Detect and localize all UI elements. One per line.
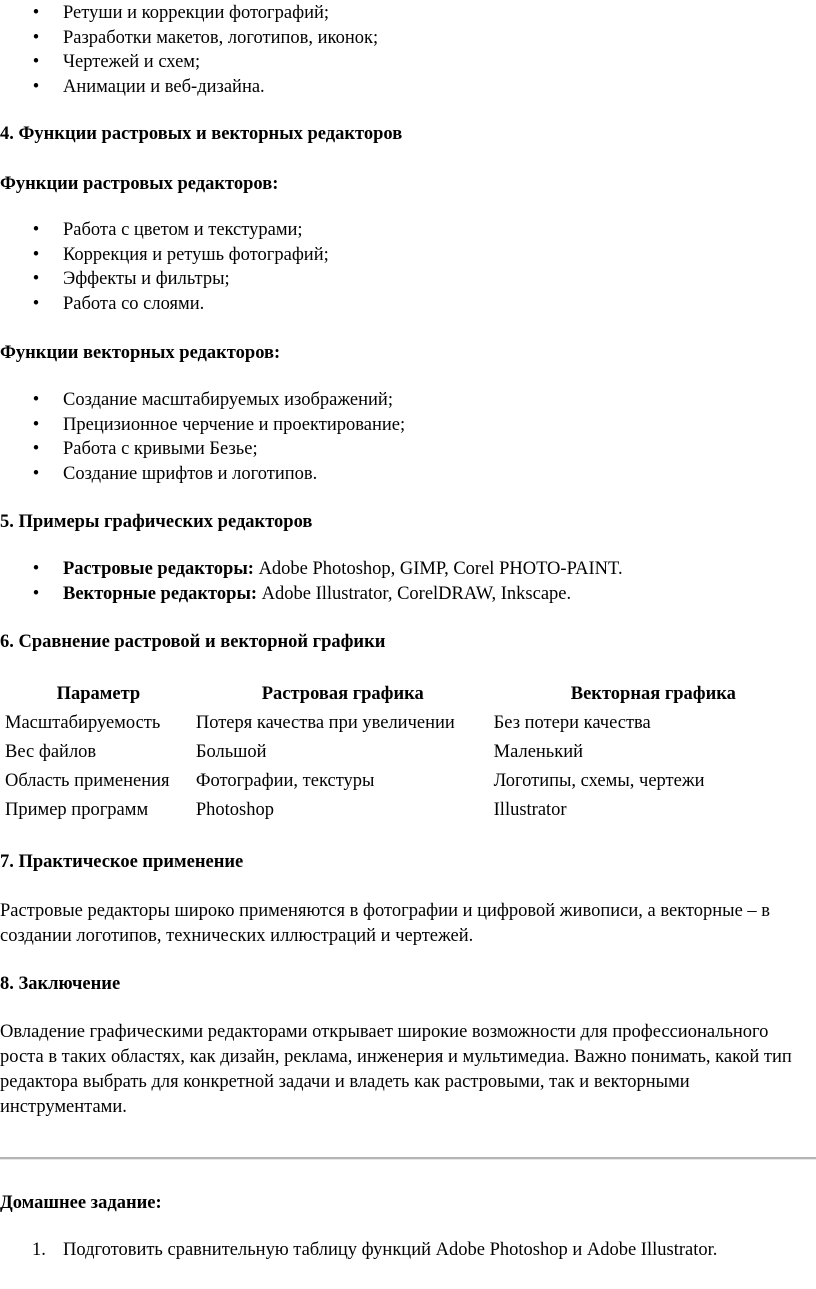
- homework-list: [0, 1238, 816, 1263]
- list-item-number: 1.: [32, 1240, 46, 1260]
- vector-functions-list: [0, 388, 816, 486]
- list-item-text: Коррекция и ретушь фотографий;: [63, 244, 329, 265]
- table-row: [4, 768, 814, 795]
- table-cell: Большой: [195, 742, 267, 763]
- bullet-icon: •: [32, 52, 40, 72]
- section-8-paragraph: Овладение графическими редакторами открывает широкие возможности для профессионального роста в таких областях, как дизайн, реклама, инженерия и мультимедиа. Важно понимать, какой тип редактора выбрать для конкретной задачи и владеть как растровыми, так и векторными инструментами.: [0, 1022, 792, 1117]
- table-header-cell: Растровая графика: [261, 684, 424, 705]
- bullet-icon: •: [32, 76, 40, 97]
- table-cell: Photoshop: [195, 800, 274, 821]
- list-item-text: Ретуши и коррекции фотографий;: [63, 3, 330, 23]
- list-item-text: Adobe Illustrator, CorelDRAW, Inkscape.: [257, 583, 572, 604]
- list-item-text: Подготовить сравнительную таблицу функций Adobe Photoshop и Adobe Illustrator.: [63, 1240, 718, 1260]
- list-item: [0, 267, 816, 292]
- list-item: [0, 1, 816, 26]
- section-6-heading: 6. Сравнение растровой и векторной графики: [0, 632, 386, 652]
- table-cell: Потеря качества при увеличении: [195, 713, 455, 734]
- list-item: [0, 292, 816, 317]
- section-5-heading: 5. Примеры графических редакторов: [0, 512, 313, 532]
- horizontal-divider: [0, 1157, 816, 1160]
- raster-functions-list: [0, 218, 816, 316]
- list-item-text: Работа с кривыми Безье;: [63, 439, 258, 459]
- table-cell: Область применения: [5, 771, 170, 792]
- comparison-table: [2, 679, 816, 826]
- list-item: [0, 437, 816, 462]
- list-item: [0, 243, 816, 268]
- list-item: [0, 75, 816, 100]
- list-item-text: Чертежей и схем;: [63, 52, 201, 72]
- editor-examples-list: [0, 557, 816, 606]
- bullet-icon: •: [32, 293, 40, 314]
- list-item: [0, 462, 816, 487]
- list-item-text: Adobe Photoshop, GIMP, Corel PHOTO-PAINT.: [253, 559, 623, 579]
- section-8-heading: 8. Заключение: [0, 974, 121, 994]
- list-item-text: Работа со слоями.: [63, 293, 205, 314]
- list-item: [0, 582, 816, 607]
- list-item-text: Анимации и веб-дизайна.: [63, 76, 265, 97]
- table-cell: Логотипы, схемы, чертежи: [493, 771, 705, 792]
- list-item-text: Работа с цветом и текстурами;: [63, 220, 303, 240]
- bullet-icon: •: [32, 463, 40, 484]
- list-item-text: Прецизионное черчение и проектирование;: [63, 414, 406, 435]
- bullet-icon: •: [32, 559, 40, 579]
- table-row: [4, 797, 814, 824]
- bullet-icon: •: [32, 244, 40, 265]
- vector-functions-heading: Функции векторных редакторов:: [0, 343, 281, 363]
- bullet-icon: •: [32, 583, 40, 604]
- bullet-icon: •: [32, 27, 40, 48]
- table-row: [4, 710, 814, 737]
- table-header-cell: Векторная графика: [570, 684, 736, 705]
- list-item-text: Создание масштабируемых изображений;: [63, 390, 393, 410]
- section-7-paragraph: Растровые редакторы широко применяются в фотографии и цифровой живописи, а векторные – в создании логотипов, технических иллюстраций и чертежей.: [0, 901, 771, 946]
- table-header-cell: Параметр: [56, 684, 141, 705]
- list-item: [0, 557, 816, 582]
- list-item: [0, 218, 816, 243]
- list-item: [0, 388, 816, 413]
- list-item: [0, 50, 816, 75]
- table-cell: Вес файлов: [5, 742, 97, 763]
- section-7-heading: 7. Практическое применение: [0, 852, 244, 872]
- list-item: [0, 26, 816, 51]
- top-bullet-list: [0, 1, 816, 99]
- table-cell: Фотографии, текстуры: [195, 771, 375, 792]
- list-item-label: Векторные редакторы:: [63, 583, 258, 604]
- table-cell: Illustrator: [493, 800, 567, 821]
- bullet-icon: •: [32, 439, 40, 459]
- raster-functions-heading: Функции растровых редакторов:: [0, 174, 279, 194]
- table-row: [4, 739, 814, 766]
- list-item: [0, 1238, 816, 1263]
- list-item: [0, 413, 816, 438]
- bullet-icon: •: [32, 390, 40, 410]
- bullet-icon: •: [32, 269, 40, 289]
- table-cell: Пример программ: [5, 800, 149, 821]
- bullet-icon: •: [32, 414, 40, 435]
- list-item-label: Растровые редакторы:: [63, 559, 254, 579]
- list-item-text: Создание шрифтов и логотипов.: [63, 463, 318, 484]
- table-cell: Без потери качества: [493, 713, 651, 734]
- table-cell: Маленький: [493, 742, 584, 763]
- table-header-row: [4, 681, 814, 708]
- list-item-text: Разработки макетов, логотипов, иконок;: [63, 27, 379, 48]
- table-cell: Масштабируемость: [5, 713, 161, 734]
- list-item-text: Эффекты и фильтры;: [63, 269, 230, 289]
- bullet-icon: •: [32, 3, 40, 23]
- homework-heading: Домашнее задание:: [0, 1193, 162, 1213]
- section-4-heading: 4. Функции растровых и векторных редакторов: [0, 124, 403, 144]
- bullet-icon: •: [32, 220, 40, 240]
